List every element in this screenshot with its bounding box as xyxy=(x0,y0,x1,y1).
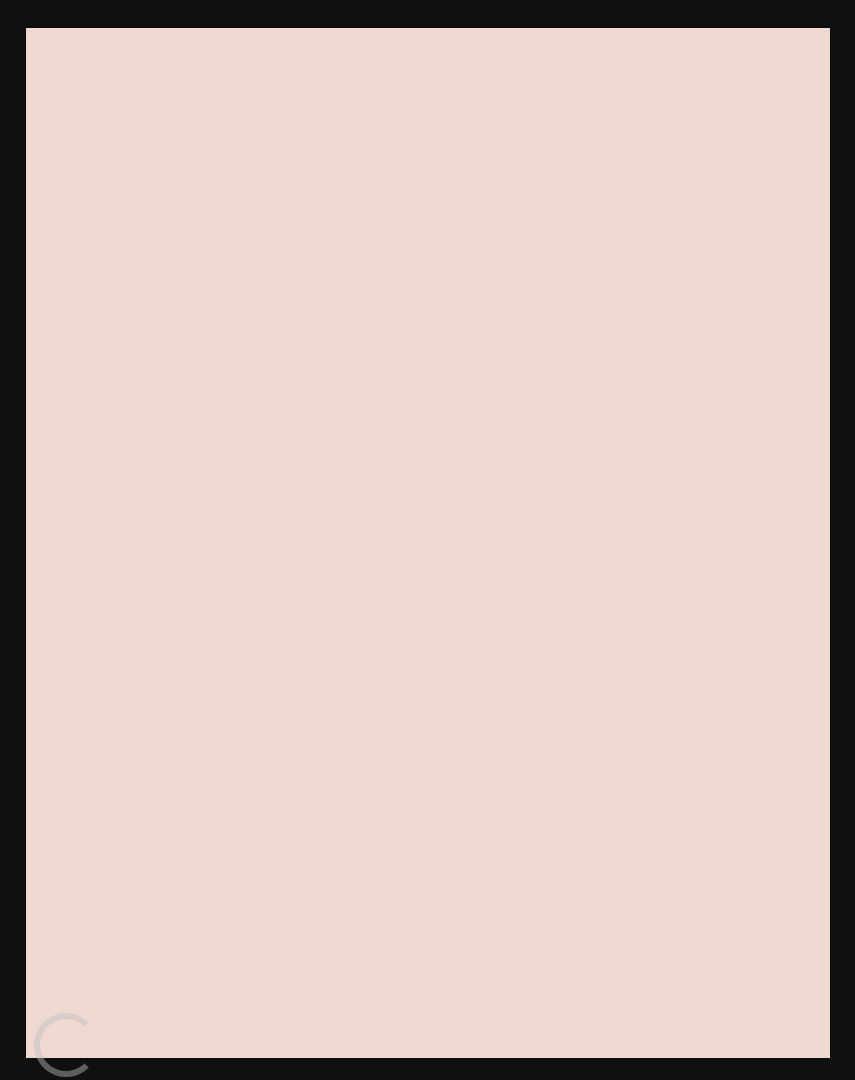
document-page xyxy=(26,28,830,1058)
fondazione-gramsci-watermark xyxy=(4,985,174,986)
gramsci-logo-icon xyxy=(34,1013,98,1077)
archive-stamp xyxy=(533,90,563,112)
